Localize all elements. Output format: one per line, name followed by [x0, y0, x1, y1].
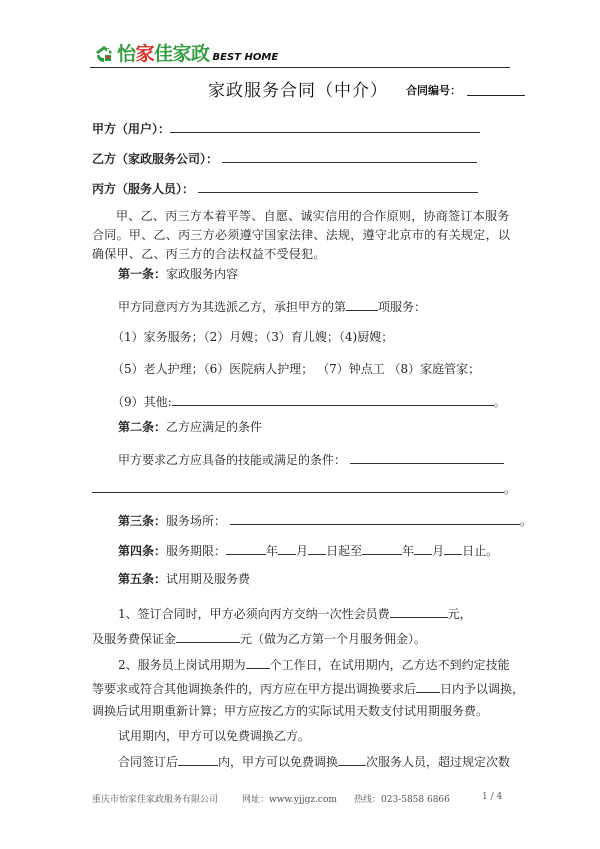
- article-5-p2-line-1: 2、服务员上岗试用期为 个工作日，在试用期内，乙方达不到约定技能: [118, 658, 510, 672]
- end-day-field[interactable]: [444, 542, 462, 555]
- logo-english-name: BEST HOME: [212, 52, 279, 63]
- company-logo: [95, 41, 278, 65]
- end-month-field[interactable]: [414, 542, 432, 555]
- service-other-field[interactable]: [172, 393, 494, 406]
- replacement-days-field[interactable]: [416, 680, 440, 693]
- party-a-row: [92, 120, 480, 136]
- house-logo-icon: [95, 45, 113, 63]
- page-number: 1 / 4: [482, 792, 503, 802]
- start-day-field[interactable]: [308, 542, 326, 555]
- free-replacement-period-field[interactable]: [178, 753, 218, 766]
- start-month-field[interactable]: [278, 542, 296, 555]
- service-location-field[interactable]: [230, 512, 520, 525]
- article-2-heading: 第二条：乙方应满足的条件: [118, 420, 263, 434]
- service-other-row: （9）其他: 。: [112, 395, 506, 409]
- service-options-row-2: （5）老人护理；（6）医院病人护理； （7）钟点工 （8）家庭管家；: [112, 362, 481, 376]
- party-c-label: 丙方（服务人员）：: [92, 182, 195, 196]
- contract-number-label: 合同编号：: [406, 84, 461, 97]
- intro-paragraph: 甲、乙、丙三方本着平等、自愿、诚实信用的合作原则，协商签订本服务合同。甲、乙、丙三方必须遵守国家法律、法规，遵守北京市的有关规定，以确保甲、乙、丙三方的合法权益不受侵犯。: [92, 209, 511, 261]
- article-5-p2-line-2: 等要求或符合其他调换条件的，丙方应在甲方提出调换要求后 日内予以调换，: [92, 682, 525, 696]
- footer-website: 网址：www.yjjgz.com: [242, 795, 337, 805]
- party-b-label: 乙方（家政服务公司）：: [92, 152, 219, 166]
- party-b-row: [92, 150, 477, 166]
- trial-days-field[interactable]: [246, 656, 270, 669]
- article-1-line-1: 甲方同意丙方为其选派乙方，承担甲方的第 项服务：: [118, 300, 427, 314]
- requirements-field-continued[interactable]: [92, 480, 504, 493]
- service-item-number-field[interactable]: [346, 298, 378, 311]
- party-c-row: [92, 180, 478, 196]
- free-replacement-count-field[interactable]: [338, 753, 366, 766]
- article-4-row: 第四条：服务期限： 年 月 日起至 年 月 日止。: [118, 544, 499, 558]
- contract-number-field[interactable]: [467, 95, 525, 96]
- article-1-heading: 第一条：家政服务内容: [118, 267, 239, 281]
- start-year-field[interactable]: [226, 542, 266, 555]
- article-3-row: 第三条：服务场所： 。: [118, 514, 533, 528]
- footer-company: 重庆市怡家佳家政服务有限公司: [92, 795, 219, 805]
- service-options-row-1: （1）家务服务；（2）月嫂；（3）育儿嫂；（4)厨嫂；: [112, 330, 394, 344]
- article-5-p3: 试用期内，甲方可以免费调换乙方。: [118, 729, 311, 743]
- party-a-field[interactable]: [170, 120, 480, 133]
- requirements-field[interactable]: [350, 451, 504, 464]
- article-2-line-2: 。: [92, 480, 516, 496]
- article-5-p1-line-2: 及服务费保证金 元（做为乙方第一个月服务佣金）。: [92, 632, 427, 646]
- party-b-field[interactable]: [222, 150, 477, 163]
- deposit-field[interactable]: [176, 630, 240, 643]
- article-5-p2-line-3: 调换后试用期重新计算；甲方应按乙方的实际试用天数支付试用期服务费。: [92, 704, 489, 718]
- document-title: 家政服务合同（中介）: [208, 81, 388, 101]
- article-5-heading: 第五条：试用期及服务费: [118, 572, 251, 586]
- party-c-field[interactable]: [198, 180, 478, 193]
- party-a-label: 甲方（用户）：: [92, 122, 171, 136]
- membership-fee-field[interactable]: [390, 605, 448, 618]
- header-divider: [90, 67, 510, 68]
- article-5-p4: 合同签订后 内，甲方可以免费调换 次服务人员，超过规定次数: [118, 755, 511, 769]
- article-2-line-1: 甲方要求乙方应具备的技能或满足的条件：: [118, 451, 504, 467]
- footer-hotline: 热线：023-5858 6866: [354, 795, 450, 805]
- article-5-p1-line-1: 1、签订合同时，甲方必须向丙方交纳一次性会员费 元，: [118, 607, 472, 621]
- logo-chinese-name: 怡家佳家政: [117, 43, 210, 65]
- end-year-field[interactable]: [362, 542, 402, 555]
